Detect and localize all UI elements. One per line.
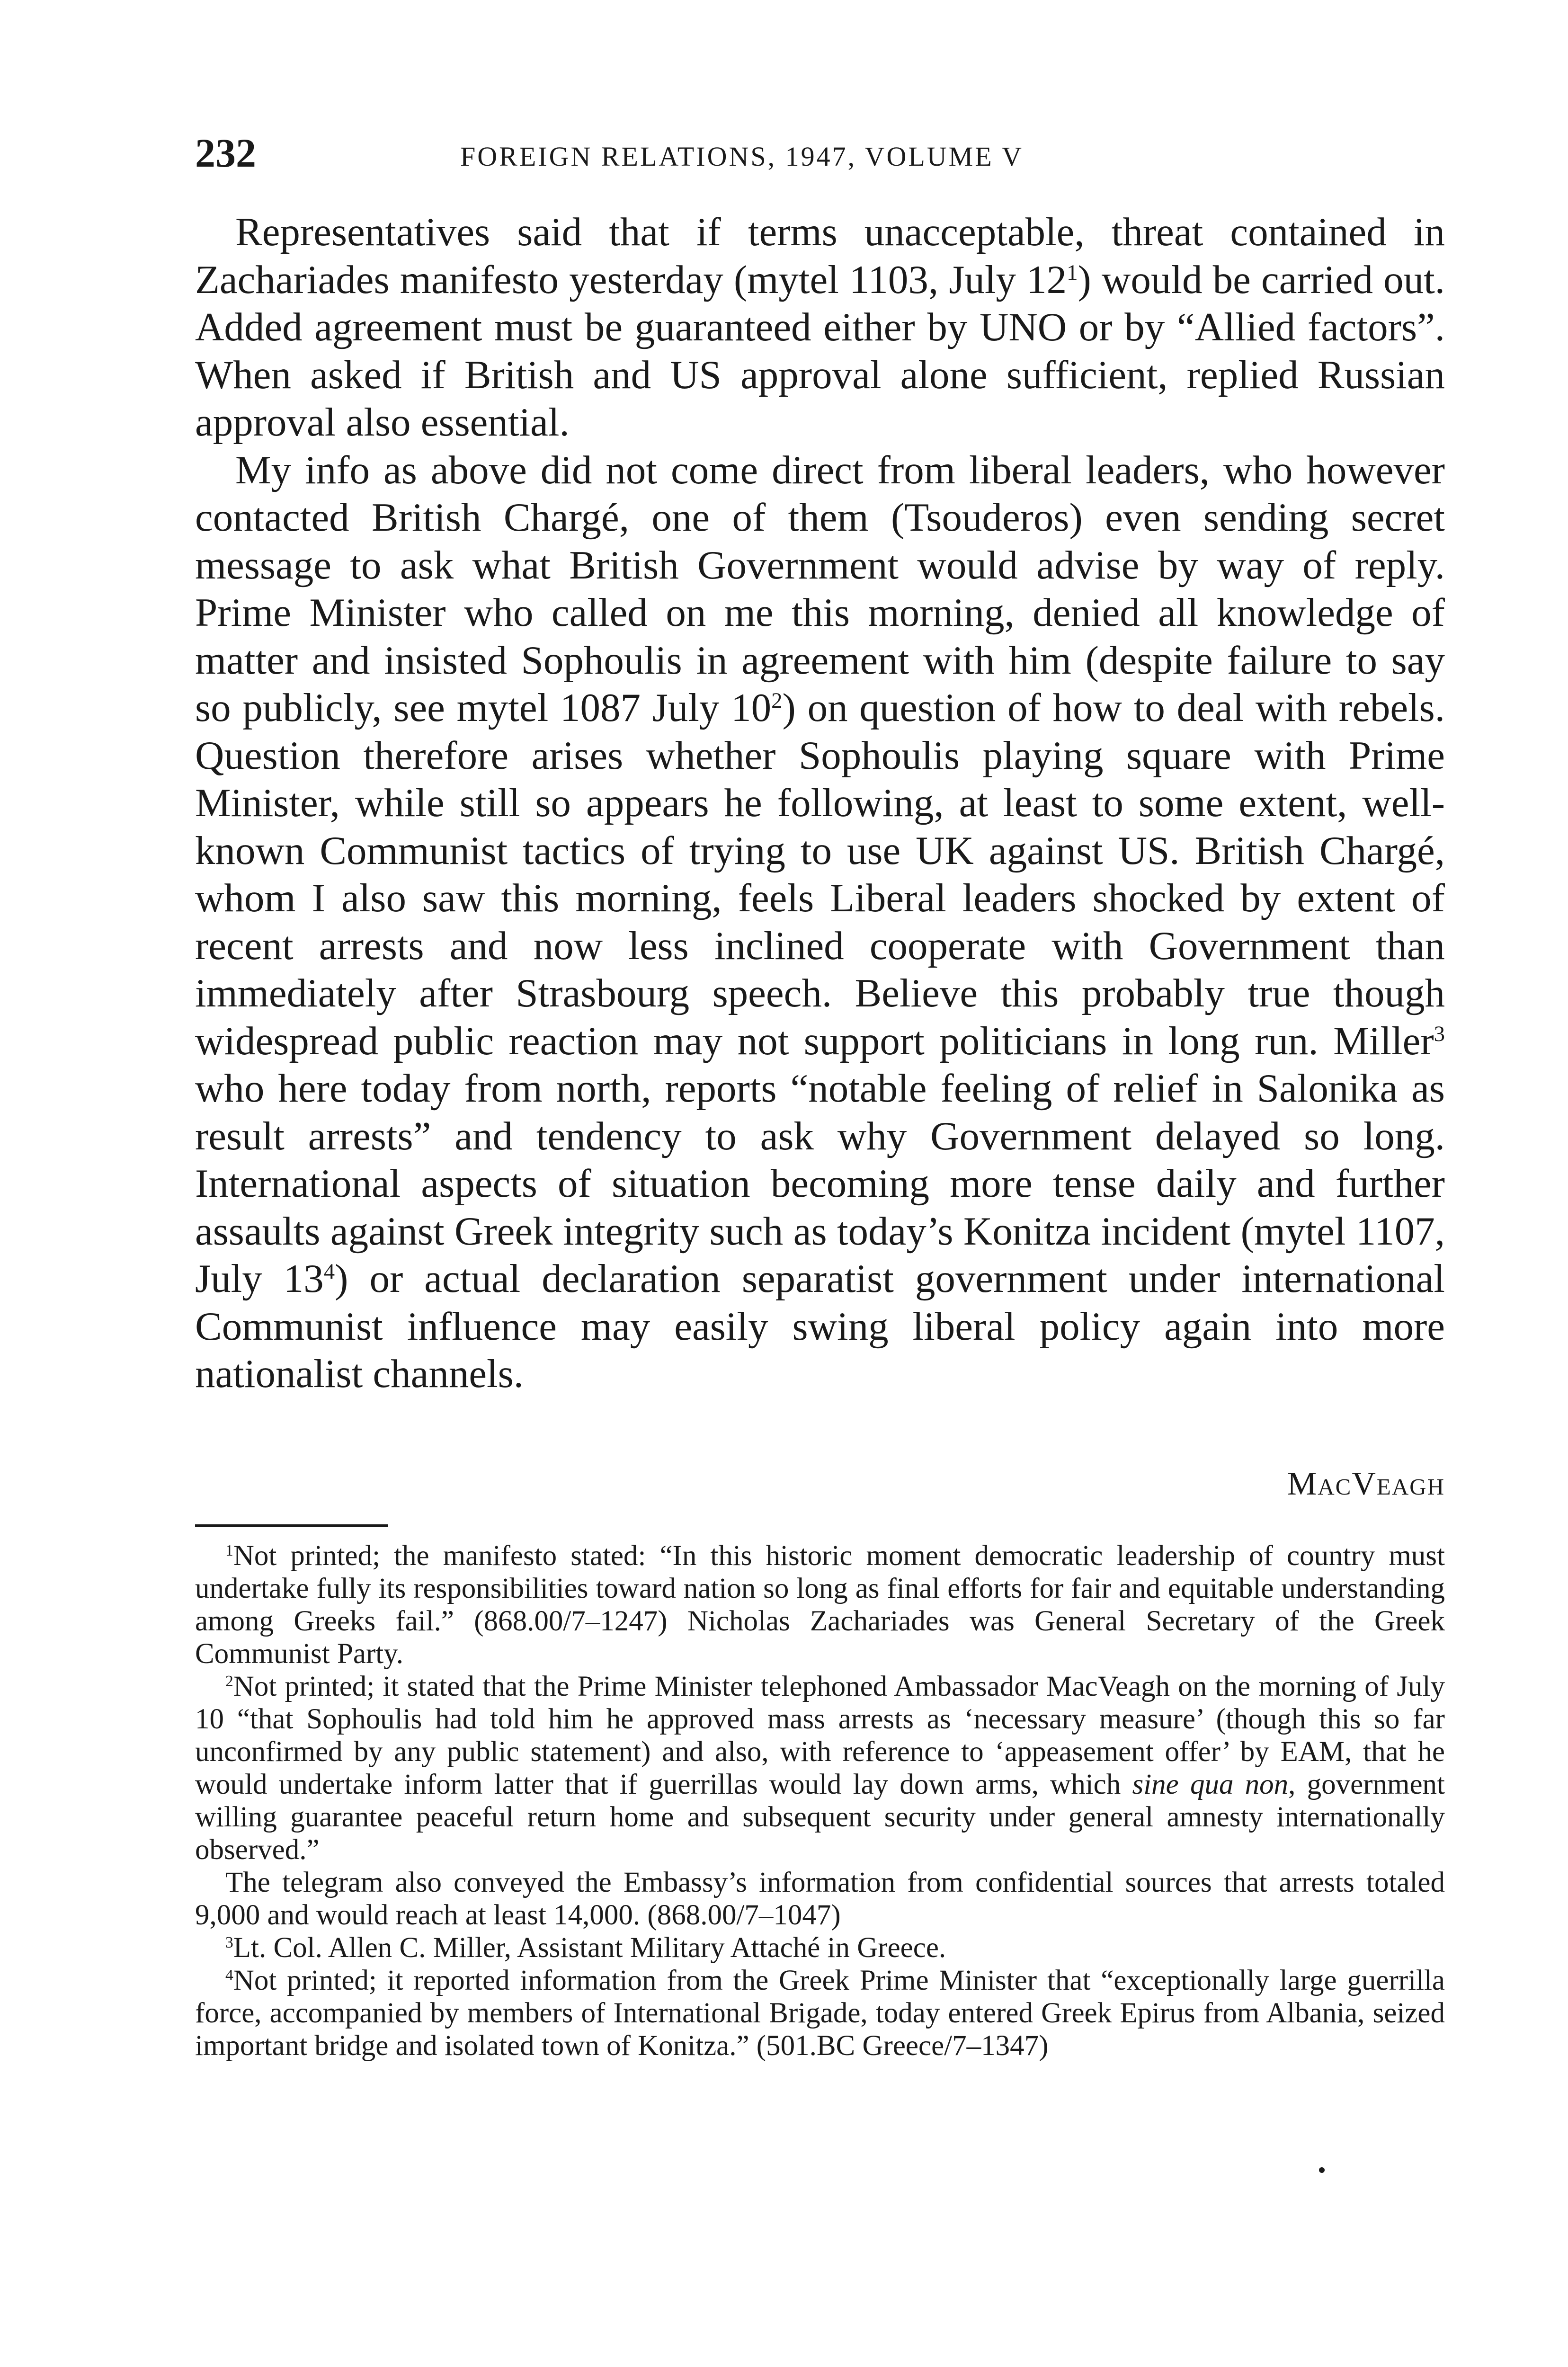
footnote-1 (195, 1539, 1445, 1670)
footnote-3 (195, 1931, 1445, 1964)
stray-mark (1319, 2167, 1325, 2173)
footnote-1-text: Not printed; the manifesto stated: “In this historic moment democratic leadership of country must undertake fully its responsibilities toward nation so long as final efforts for fair and equitable understanding among Greeks fail.” (868.00/7–1247) Nicholas Zachariades was General Secretary of the Greek Communist Party. (195, 1540, 1445, 1670)
footnote-divider (195, 1524, 388, 1527)
footnote-mark-3: 3 (225, 1933, 233, 1951)
footnote-2-italic: sine qua non (1132, 1769, 1289, 1800)
footnote-3-text: Lt. Col. Allen C. Miller, Assistant Military Attaché in Greece. (233, 1932, 946, 1964)
footnote-ref-4: 4 (323, 1259, 335, 1284)
body-text-2a: My info as above did not come direct from liberal leaders, who however contacted British Chargé, one of them (Tsouderos) even sending secret message to ask what British Government would advise by way of reply. Prime Minister who called on me this morning, denied all knowledge of matter and insisted Sophoulis in agreement with him (despite failure to say so publicly, see mytel 1087 July 10 (195, 447, 1445, 730)
footnote-2-continuation: The telegram also conveyed the Embassy’s information from confidential sources that arrests totaled 9,000 and would reach at least 14,000. (868.00/7–1047) (195, 1867, 1445, 1931)
footnote-2-text-b: , government willing guarantee peaceful return home and subsequent security under general amnesty internationally observed.” (195, 1769, 1445, 1866)
footnote-ref-2: 2 (771, 688, 783, 713)
body-text-2c: who here today from north, reports “notable feeling of relief in Salonika as result arrests” and tendency to ask why Government delayed so long. International aspects of situation becoming more tense daily and further assaults against Greek integrity such as today’s Konitza incident (mytel 1107, July 13 (195, 1066, 1445, 1301)
body-paragraph-1 (195, 208, 1445, 446)
footnote-ref-3: 3 (1434, 1021, 1445, 1046)
footnote-4-text: Not printed; it reported information from the Greek Prime Minister that “exceptionally large guerrilla force, accompanied by members of International Brigade, today entered Greek Epirus from Albania, seized important bridge and isolated town of Konitza.” (501.BC Greece/7–1347) (195, 1965, 1445, 2062)
body-text-2d: ) or actual declaration separatist government under international Communist influence may easily swing liberal policy again into more nationalist channels. (195, 1256, 1445, 1396)
page-header (195, 127, 1445, 179)
footnote-2-text-a: Not printed; it stated that the Prime Minister telephoned Ambassador MacVeagh on the morning of July 10 “that Sophoulis had told him he approved mass arrests as ‘necessary measure’ (though this so far unconfirmed by any public statement) and also, with reference to ‘appeasement offer’ by EAM, that he would undertake inform latter that if guerrillas would lay down arms, which (195, 1671, 1445, 1800)
running-head: FOREIGN RELATIONS, 1947, VOLUME V (460, 141, 1024, 172)
footnotes (195, 1539, 1445, 2062)
signature: MacVeagh (1287, 1466, 1445, 1502)
body-paragraph-2 (195, 446, 1445, 1398)
page-number: 232 (195, 130, 256, 176)
footnote-ref-1: 1 (1067, 260, 1078, 285)
telegram-body (195, 208, 1445, 1398)
footnote-4 (195, 1964, 1445, 2062)
body-text-1b: ) would be carried out. Added agreement must be guaranteed either by UNO or by “Allied factors”. When asked if British and US approval alone sufficient, replied Russian approval also essential. (195, 257, 1445, 445)
body-text-2b: ) on question of how to deal with rebels. Question therefore arises whether Sophoulis playing square with Prime Minister, while still so appears he following, at least to some extent, well-known Communist tactics of trying to use UK against US. British Chargé, whom I also saw this morning, feels Liberal leaders shocked by extent of recent arrests and now less inclined cooperate with Government than immediately after Strasbourg speech. Believe this probably true though widespread public reaction may not support politicians in long run. Miller (195, 685, 1445, 1063)
body-text-1a: Representatives said that if terms unacceptable, threat contained in Zachariades manifesto yesterday (mytel 1103, July 12 (195, 210, 1445, 302)
footnote-2 (195, 1670, 1445, 1866)
footnote-mark-1: 1 (225, 1541, 233, 1559)
footnote-mark-4: 4 (225, 1966, 233, 1984)
footnote-mark-2: 2 (225, 1672, 233, 1690)
